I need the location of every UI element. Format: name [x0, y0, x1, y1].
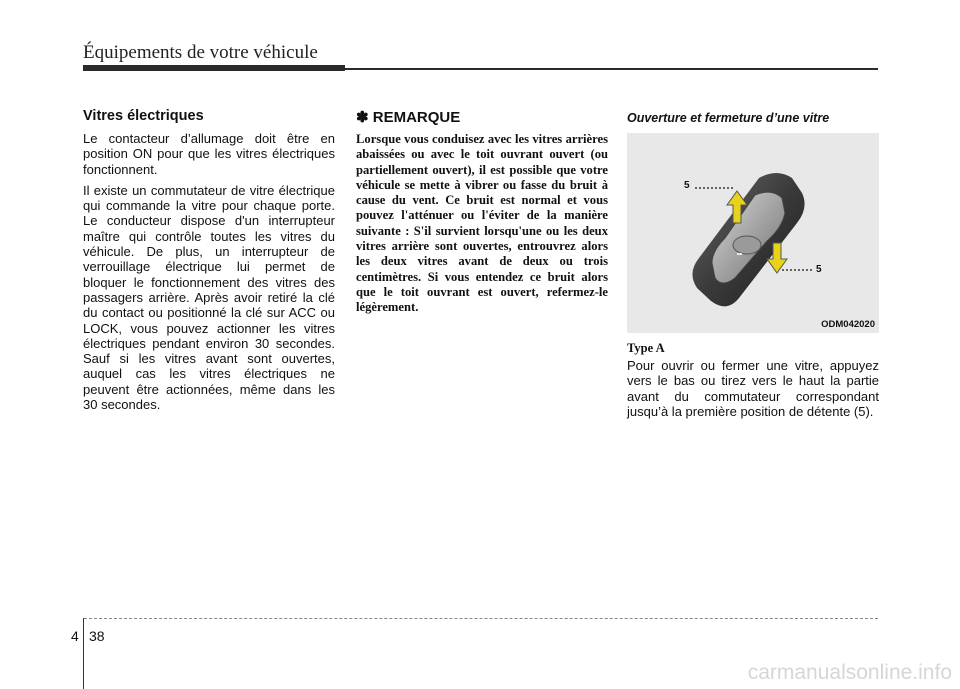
- remark-text: Lorsque vous conduisez avec les vitres arrières abaissées ou avec le toit ouvrant ouvert (ou partiellement ouvert), il est possible que votre véhicule se mette à vibrer ou fasse du bruit à cause du vent. Ce bruit est normal et vous pouvez l'atténuer ou l'éviter de la manière suivante : S'il survient lorsqu'une ou les deux vitres arrière sont ouvertes, entrouvrez alors les deux vitres avant de deux ou trois centimètres. Si vous entendez ce bruit alors que le toit ouvrant est ouvert, refermez-le légèrement.: [356, 132, 608, 315]
- paragraph-2: Il existe un commutateur de vitre électrique qui commande la vitre pour chaque porte. Le conducteur dispose d'un interrupteur maître qui contrôle toutes les vitres du véhicule. De plus, un interrupteur de verrouillage électrique lui permet de bloquer le fonctionnement des vitres des passagers arrière. Après avoir retiré la clé du contact ou positionné la clé sur ACC ou LOCK, vous pouvez actionner les vitres électriques pendant environ 30 secondes. Sauf si les vitres avant sont ouvertes, auquel cas les vitres électriques ne peuvent être actionnées, même dans les 30 secondes.: [83, 182, 335, 413]
- subsection-title: Ouverture et fermeture d’une vitre: [627, 111, 830, 125]
- footer-dashed-rule: [84, 618, 878, 619]
- window-switch-illustration: [627, 133, 879, 333]
- page-number: 38: [89, 628, 105, 644]
- remark-title: ✽ REMARQUE: [356, 109, 461, 126]
- figure-label-5-top: 5: [684, 180, 690, 191]
- watermark: carmanualsonline.info: [747, 661, 952, 684]
- footer-vertical-rule: [83, 618, 84, 689]
- figure-code: ODM042020: [821, 319, 875, 330]
- paragraph-1: Le contacteur d’allumage doit être en position ON pour que les vitres électriques fonctionnent.: [83, 131, 335, 177]
- page-header-title: Équipements de votre véhicule: [83, 42, 318, 63]
- figure-label-5-bottom: 5: [816, 264, 822, 275]
- instruction-text: Pour ouvrir ou fermer une vitre, appuyez vers le bas ou tirez vers le haut la partie avant du commutateur correspondant jusqu’à la première position de détente (5).: [627, 358, 879, 419]
- header-rule-thin: [345, 68, 878, 70]
- section-heading: Vitres électriques: [83, 108, 204, 124]
- chapter-number: 4: [71, 628, 79, 644]
- window-switch-figure: [627, 133, 879, 333]
- type-label: Type A: [627, 341, 665, 355]
- column-left: [83, 108, 335, 418]
- header-rule-thick: [83, 65, 345, 71]
- column-middle: [356, 108, 608, 316]
- column-right: [627, 108, 879, 425]
- switch-finger-recess: [733, 236, 761, 254]
